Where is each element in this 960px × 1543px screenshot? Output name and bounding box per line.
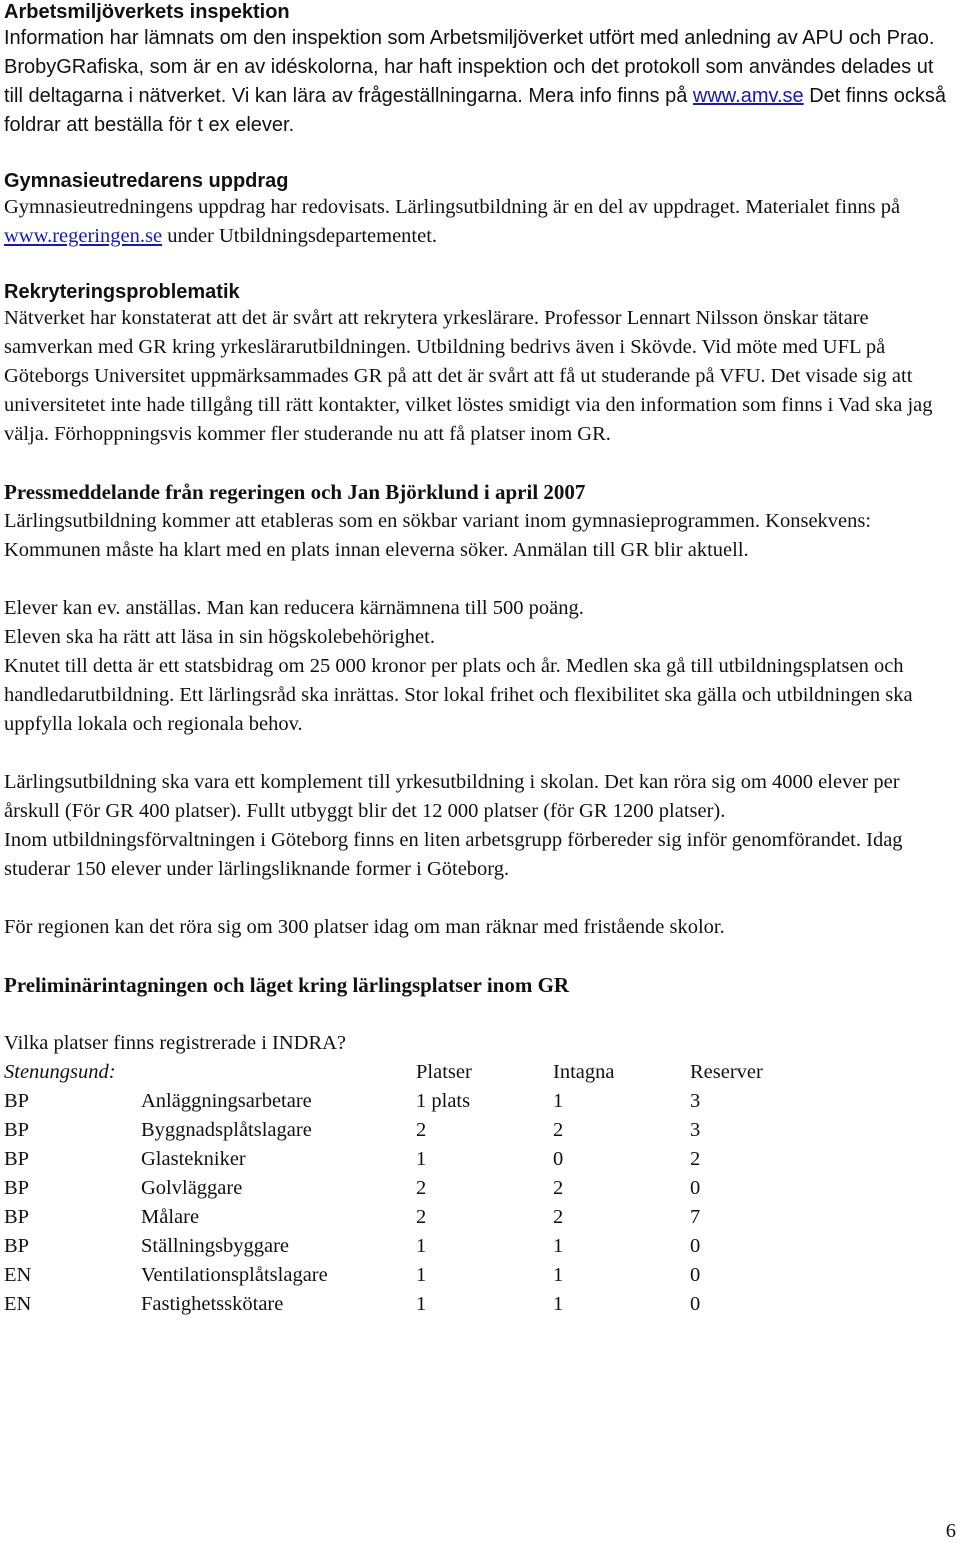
table-cell: Byggnadsplåtslagare <box>141 1119 312 1141</box>
table-cell: 0 <box>553 1148 564 1170</box>
table-cell: 1 <box>416 1293 427 1315</box>
table-row <box>4 1174 810 1203</box>
paragraph-rekrytering: Nätverket har konstaterat att det är svårt att rekrytera yrkeslärare. Professor Lennart Nilsson önskar tätare samverkan med GR kring yrkeslärarutbildningen. Utbildning bedrivs även i Skövde. Vid möte med UFL på Göteborgs Universitet uppmärksammades GR på att det är svårt att få ut studerande på VFU. Det visade sig att universitetet inte hade tillgång till rätt kontakter, vilket löstes smidigt via den information som finns i Vad ska jag välja. Förhoppningsvis kommer fler studerande nu att få platser inom GR. <box>4 307 933 445</box>
table-header-intagna: Intagna <box>553 1061 615 1083</box>
table-cell: 3 <box>690 1119 701 1141</box>
table-cell: Fastighetsskötare <box>141 1293 284 1315</box>
paragraph-gymnasieutredning: Gymnasieutredningens uppdrag har redovisats. Lärlingsutbildning är en del av uppdraget. Materialet finns på www.regeringen.se under Utbildningsdepartementet. <box>4 196 901 247</box>
places-table <box>4 1058 810 1319</box>
table-cell: EN <box>4 1293 32 1315</box>
table-cell: Målare <box>141 1206 200 1228</box>
paragraph-press-1: Lärlingsutbildning kommer att etableras som en sökbar variant inom gymnasieprogrammen. Konsekvens: Kommunen måste ha klart med en plats innan eleverna söker. Anmälan till GR blir aktuell. <box>4 510 872 561</box>
table-header-row <box>4 1058 810 1087</box>
table-cell: BP <box>4 1148 30 1170</box>
paragraph-press-4: Knutet till detta är ett statsbidrag om 25 000 kronor per plats och år. Medlen ska gå till utbildningsplatsen och handledarutbildning. Ett lärlingsråd ska inrättas. Stor lokal frihet och flexibilitet ska gälla och utbildningen ska uppfylla lokala och regionala behov. <box>4 655 913 735</box>
paragraph-press-2: Elever kan ev. anställas. Man kan reducera kärnämnena till 500 poäng. <box>4 597 584 619</box>
table-row <box>4 1290 810 1319</box>
paragraph-press-5: Lärlingsutbildning ska vara ett komplement till yrkesutbildning i skolan. Det kan röra sig om 4000 elever per årskull (För GR 400 platser). Fullt utbyggt blir det 12 000 platser (för GR 1200 platser). <box>4 771 900 822</box>
table-cell: BP <box>4 1206 30 1228</box>
table-row <box>4 1232 810 1261</box>
table-cell: 0 <box>690 1264 701 1286</box>
table-row <box>4 1203 810 1232</box>
table-cell: 1 <box>553 1235 564 1257</box>
paragraph-press-6: Inom utbildningsförvaltningen i Göteborg finns en liten arbetsgrupp förbereder sig inför genomförandet. Idag studerar 150 elever under lärlingsliknande former i Göteborg. <box>4 829 903 880</box>
table-cell: 0 <box>690 1235 701 1257</box>
table-cell: Ventilationsplåtslagare <box>141 1264 328 1286</box>
table-cell: 2 <box>553 1206 564 1228</box>
table-row <box>4 1116 810 1145</box>
table-cell: 2 <box>416 1177 427 1199</box>
table-cell: 2 <box>553 1119 564 1141</box>
table-cell: 2 <box>416 1206 427 1228</box>
heading-arbetsmiljoverket: Arbetsmiljöverkets inspektion <box>4 1 290 23</box>
link-regeringen[interactable]: www.regeringen.se <box>4 225 163 247</box>
table-cell: 1 <box>553 1090 564 1112</box>
table-cell: Ställningsbyggare <box>141 1235 290 1257</box>
table-cell: 2 <box>416 1119 427 1141</box>
table-cell: 1 <box>553 1293 564 1315</box>
table-cell: 2 <box>553 1177 564 1199</box>
link-amv[interactable]: www.amv.se <box>692 85 804 107</box>
table-cell: 1 <box>416 1148 427 1170</box>
table-header-reserver: Reserver <box>690 1061 763 1083</box>
heading-gymnasieutredaren: Gymnasieutredarens uppdrag <box>4 170 289 192</box>
heading-rekrytering: Rekryteringsproblematik <box>4 281 240 303</box>
page-number: 6 <box>945 1520 956 1542</box>
table-cell: Anläggningsarbetare <box>141 1090 312 1112</box>
table-row <box>4 1145 810 1174</box>
table-cell: 2 <box>690 1148 701 1170</box>
table-cell: 1 <box>416 1235 427 1257</box>
table-cell: EN <box>4 1264 32 1286</box>
paragraph-question: Vilka platser finns registrerade i INDRA? <box>4 1032 347 1054</box>
heading-pressmeddelande: Pressmeddelande från regeringen och Jan Björklund i april 2007 <box>4 480 586 504</box>
table-body <box>4 1087 810 1319</box>
table-cell: 7 <box>690 1206 701 1228</box>
table-place-label: Stenungsund: <box>4 1061 116 1083</box>
table-cell: BP <box>4 1090 30 1112</box>
paragraph-inspection: Information har lämnats om den inspektion som Arbetsmiljöverket utfört med anledning av APU och Prao. BrobyGRafiska, som är en av idéskolorna, har haft inspektion och det protokoll som användes delades ut till deltagarna i nätverket. Vi kan lära av frågeställningarna. Mera info finns på www.amv.se Det finns också foldrar att beställa för t ex elever. <box>4 27 946 136</box>
table-cell: 3 <box>690 1090 701 1112</box>
table-cell: 1 plats <box>416 1090 471 1112</box>
paragraph-press-3: Eleven ska ha rätt att läsa in sin högskolebehörighet. <box>4 626 435 648</box>
table-cell: BP <box>4 1235 30 1257</box>
table-cell: BP <box>4 1119 30 1141</box>
table-row <box>4 1087 810 1116</box>
table-row <box>4 1261 810 1290</box>
table-cell: Glastekniker <box>141 1148 246 1170</box>
table-cell: BP <box>4 1177 30 1199</box>
table-cell: 0 <box>690 1293 701 1315</box>
table-cell: 0 <box>690 1177 701 1199</box>
document-page <box>4 0 956 1319</box>
table-header-platser: Platser <box>416 1061 472 1083</box>
heading-preliminarintagning: Preliminärintagningen och läget kring lärlingsplatser inom GR <box>4 973 570 997</box>
table-cell: Golvläggare <box>141 1177 243 1199</box>
table-cell: 1 <box>416 1264 427 1286</box>
paragraph-press-7: För regionen kan det röra sig om 300 platser idag om man räknar med fristående skolor. <box>4 916 725 938</box>
table-cell: 1 <box>553 1264 564 1286</box>
